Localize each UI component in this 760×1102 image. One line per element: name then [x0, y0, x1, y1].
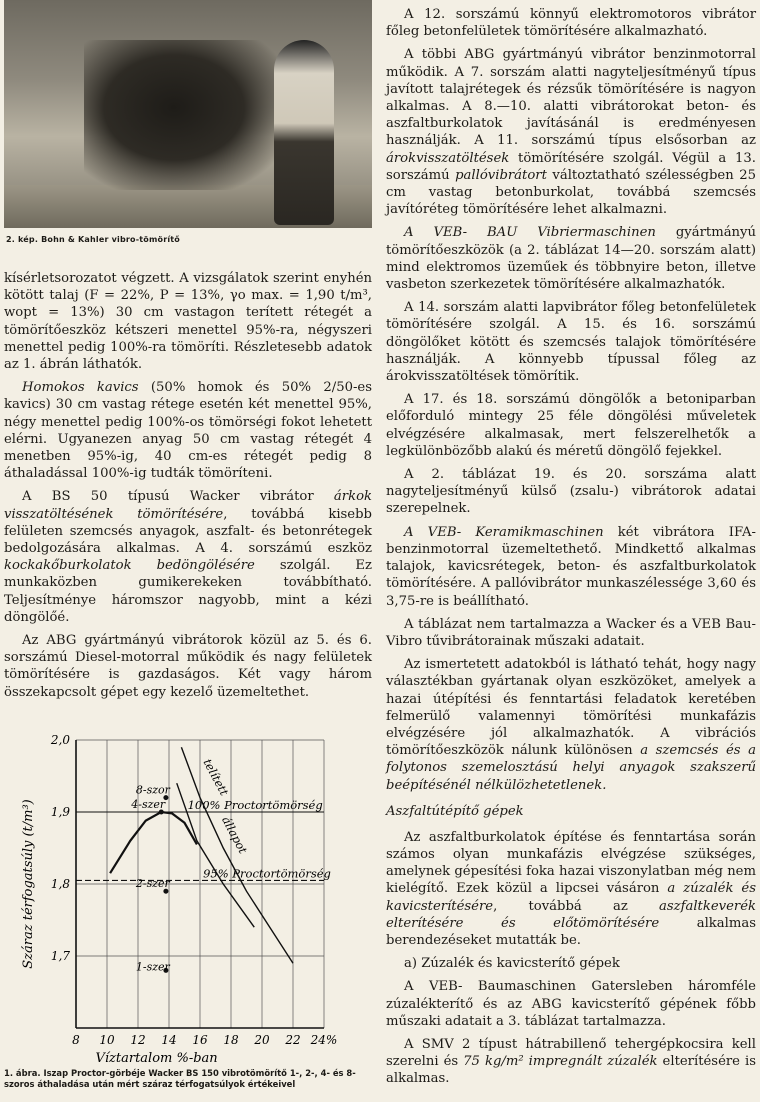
x-tick-label: 16	[192, 1033, 208, 1047]
paragraph-needle-vibrators: A táblázat nem tartalmazza a Wacker és a VEB Bau-Vibro tűvibrátorainak műszaki adatait.	[386, 616, 756, 649]
paragraph-plate-vibrator: A 14. sorszám alatti lapvibrátor főleg betonfelületek tömörítésére szolgál. A 15. és 16. sorszámú döngölőket kötött és szemcsés talajok tömörítésére használják. A könnyebb típussal főleg az árokvisszatöltések tömörítik.	[386, 300, 756, 385]
x-tick-label: 8	[72, 1033, 80, 1047]
x-tick-label: 10	[99, 1033, 115, 1047]
left-column-text	[4, 270, 372, 707]
y-tick-label: 2,0	[50, 733, 70, 747]
pass-label: 8-szor	[135, 783, 170, 797]
x-axis-label: Víztartalom %-ban	[95, 1051, 218, 1066]
paragraph-conclusion: Az ismertetett adatokból is látható tehát, hogy nagy választékban gyártanak olyan eszközöket, amelyek a hazai útépítési és fenntartási feladatok keretében felmerülő valamennyi tömörítési munkafázis elvégzésére jól alkalmazhatók. A vibrációs tömörítőeszközök nálunk különösen a szemcsés és a folytonos szemelosztású helyi anyagok szakszerű beépítésénél nélkülözhetetlenek.	[386, 657, 757, 793]
paragraph-abg-petrol: A többi ABG gyártmányú vibrátor benzinmotorral működik. A 7. sorszám alatti nagyteljesítményű típus javított talajrétegek és rézsűk tömörítésére is nagyon alkalmas. A 8.—10. alatti vibrátorokat beton- és aszfaltburkolatok javításánál is eredményesen használják. A 11. sorszámú típus elsősorban az árokvisszatöltések tömörítésére szolgál. Végül a 13. sorszámú pallóvibrátort változtatható szélességben 25 cm vastag betonburkolat, továbbá szemcsés javítóréteg tömörítésére lehet alkalmazni.	[386, 47, 757, 218]
paragraph-gatersleben: A VEB- Baumaschinen Gatersleben háromféle zúzalékterítő és az ABG kavicsterítő gépének főbb műszaki adatait a 3. táblázat tartalmazza.	[386, 979, 756, 1029]
proctor-chart-svg	[4, 728, 376, 1068]
section-heading-asphalt: Aszfaltútépítő gépek	[386, 803, 524, 819]
paragraph-form-vibrators: A 2. táblázat 19. és 20. sorszáma alatt nagyteljesítményű külső (zsalu-) vibrátorok adatai szerepelnek.	[386, 467, 756, 517]
reference-label: 100% Proctortömörség	[187, 798, 323, 812]
x-tick-label: 14	[161, 1033, 177, 1047]
x-tick-label: 18	[223, 1033, 239, 1047]
paragraph-wacker: A BS 50 típusú Wacker vibrátor árkok visszatöltésének tömörítésére, továbbá kisebb felületen szemcsés anyagok, aszfalt- és betonrétegek bedolgozására alkalmas. A 4. sorszámú eszköz kockakőburkolatok bedöngölésére szolgál. Ez munkaközben gumikerekeken továbbítható. Teljesítménye háromszor nagyobb, mint a kézi döngölőé.	[4, 489, 373, 625]
y-tick-label: 1,7	[50, 949, 70, 963]
right-column-text	[386, 6, 756, 1094]
photo-caption: 2. kép. Bohn & Kahler vibro-tömörítő	[6, 235, 181, 244]
x-tick-label: 12	[130, 1033, 146, 1047]
paragraph-veb-keramik: A VEB- Keramikmaschinen két vibrátora IFA-benzinmotorral üzemeltethető. Mindkettő alkalmas talajok, kavicsrétegek, beton- és aszfaltburkolatok tömörítésére. A pallóvibrátor munkaszélessége 3,60 és 3,75-re is beállítható.	[386, 524, 756, 609]
paragraph-rammers: A 17. és 18. sorszámú döngölők a betoniparban előforduló mintegy 25 féle döngölési műveletek elvégzésére alkalmasak, mert felszerelhetők a legkülönbözőbb alakú és méretű döngölő fejekkel.	[386, 392, 756, 459]
photo-machine	[84, 40, 284, 190]
photo-operator	[274, 40, 334, 225]
pass-label: 4-szer	[131, 798, 166, 811]
proctor-chart	[4, 728, 376, 1068]
paragraph-soil-test: kísérletsorozatot végzett. A vizsgálatok szerint enyhén kötött talaj (F = 22%, P = 13%, γo max. = 1,90 t/m³, wopt = 13%) 30 cm vastagon terített rétegét a tömörítőeszköz kétszeri menettel 95%-ra, négyszeri menettel pedig 100%-ra tömöríti. Részletesebb adatok az 1. ábrán láthatók.	[4, 271, 372, 373]
y-axis-label: Száraz térfogatsúly (t/m³)	[21, 799, 36, 969]
paragraph-asphalt-intro: Az aszfaltburkolatok építése és fenntartása során számos olyan munkafázis elvégzése szükséges, amelynek gépesítési foka hazai viszonylatban még nem kielégítő. Ezek közül a lipcsei vásáron a zúzalék és kavicsterítésére, továbbá az aszfaltkeverék elterítésére és előtömörítésére alkalmas berendezéseket mutatták be.	[386, 829, 756, 948]
vibro-compactor-photo	[4, 0, 372, 228]
pass-label: 1-szer	[135, 960, 170, 974]
paragraph-smv2: A SMV 2 típust hátrabillenő tehergépkocsira kell szerelni és 75 kg/m² impregnált zúzalék elterítésére is alkalmas.	[386, 1036, 756, 1087]
paragraph-abg: Az ABG gyártmányú vibrátorok közül az 5. és 6. sorszámú Diesel-motorral működik és nagy felületek tömörítésére is gazdaságos. Két vagy három összekapcsolt gépet egy kezelő üzemeltethet.	[4, 633, 372, 700]
chart-caption: 1. ábra. Iszap Proctor-görbéje Wacker BS 150 vibrotömörítő 1-, 2-, 4- és 8-szoros áthaladása után mért száraz térfogatsúlyok értékeivel	[4, 1068, 356, 1089]
x-tick-label: 20	[254, 1033, 270, 1047]
y-tick-label: 1,8	[50, 877, 70, 891]
x-tick-label: 24%	[310, 1033, 338, 1047]
y-tick-label: 1,9	[50, 805, 70, 819]
paragraph-electro-vibrator: A 12. sorszámú könnyű elektromotoros vibrátor főleg betonfelületek tömörítésére alkalmazható.	[386, 7, 756, 40]
saturation-label-2: állapot	[219, 814, 251, 856]
x-tick-label: 22	[285, 1033, 301, 1047]
series-line	[181, 747, 293, 963]
paragraph-veb-bau: A VEB- BAU Vibriermaschinen gyártmányú tömörítőeszközök (a 2. táblázat 14—20. sorszám alatt) mind elektromos üzeműek és többnyire beton, illetve vasbeton szerkezetek tömörítésére alkalmazhatók.	[386, 225, 756, 293]
paragraph-sandy-gravel: Homokos kavics (50% homok és 50% 2/50-es kavics) 30 cm vastag rétege esetén két menettel 95%, négy menettel pedig 100%-os tömörségi fokot lehetett elérni. Ugyanezen anyag 50 cm vastag rétegét 4 menetben 95%-ig, 40 cm-es rétegét pedig 8 áthaladással 100%-ig tudták tömöríteni.	[4, 380, 372, 482]
saturation-label: telített	[200, 756, 232, 798]
series-line	[110, 812, 197, 873]
subheading-chip-spreaders: a) Zúzalék és kavicsterítő gépek	[404, 956, 620, 972]
reference-label: 95% Proctortömörség	[203, 866, 331, 881]
pass-label: 2-szer	[135, 877, 170, 891]
